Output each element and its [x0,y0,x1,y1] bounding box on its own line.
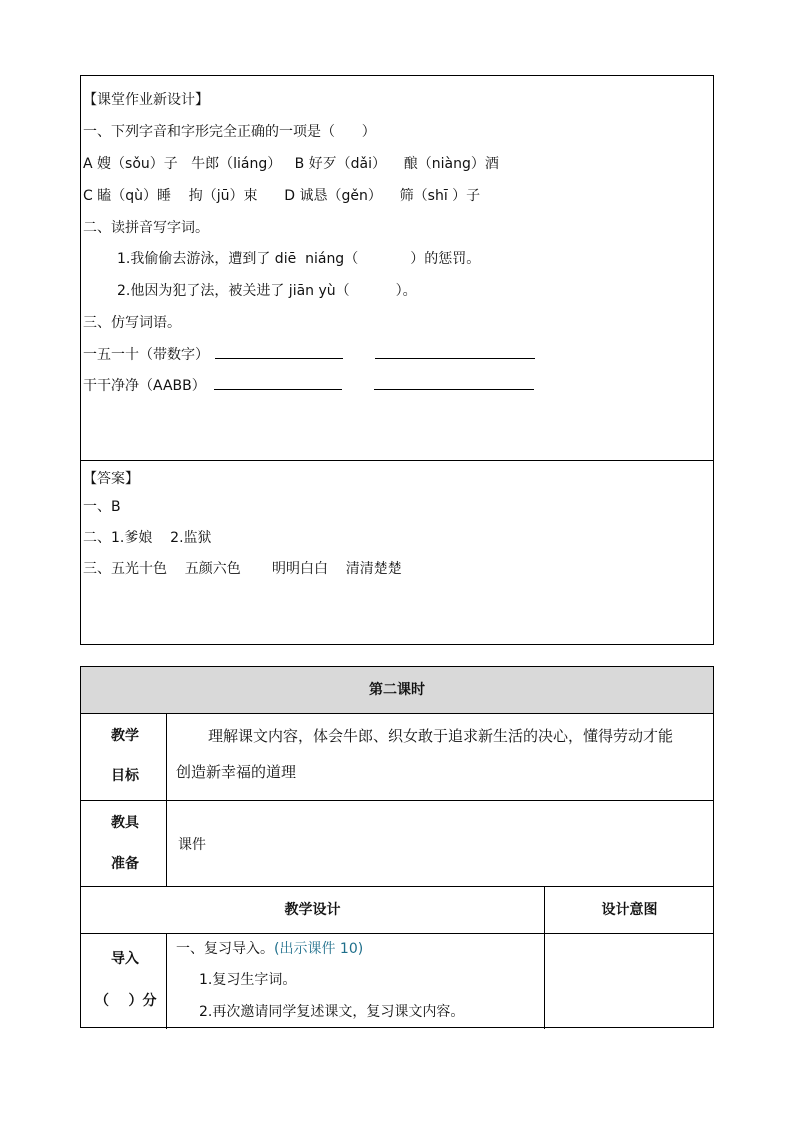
intro-label-1: 导入 [111,951,139,967]
answer-header: 【答案】 [83,471,139,487]
intro-line-1 [176,939,363,959]
intent-header: 设计意图 [601,902,658,918]
design-header: 教学设计 [284,902,341,918]
lesson-title: 第二课时 [369,682,425,698]
q2-item1-post: ）的惩罚。 [410,251,481,267]
answer-blank[interactable] [375,344,535,359]
prep-label-2: 准备 [111,856,139,872]
lesson-table [80,666,714,1028]
intro-line-2: 1.复习生字词。 [199,972,297,988]
prep-label-1: 教具 [111,815,139,831]
answer-2: 二、1.爹娘 2.监狱 [83,530,212,546]
goal-text-1: 理解课文内容，体会牛郎、织女敢于追求新生活的决心，懂得劳动才能 [208,727,674,745]
q2-item2 [117,281,417,301]
answer-1: 一、B [83,499,121,515]
prep-text: 课件 [178,837,206,853]
answer-3: 三、五光十色 五颜六色 明明白白 清清楚楚 [83,561,402,577]
intro-line-1-text: 一、复习导入。 [176,941,274,957]
answer-blank[interactable] [214,375,342,390]
q3-row2-label: 干干净净（AABB） [83,378,206,394]
homework-box [80,75,714,645]
q2-stem: 二、读拼音写字词。 [83,220,209,236]
intro-courseware-note: (出示课件 10) [274,941,364,957]
q2-item1 [117,249,480,269]
q2-item1-pre: 1.我偷偷去游泳，遭到了 diē niáng（ [117,251,359,267]
intro-label-2: （ ）分 [95,993,157,1009]
intro-line-3: 2.再次邀请同学复述课文，复习课文内容。 [199,1004,465,1020]
section-divider [81,460,713,461]
q3-row1 [83,344,535,365]
answer-blank[interactable] [374,375,534,390]
q1-row2: C 瞌（qù）睡 拘（jū）束 D 诚恳（gěn） 筛（shī ）子 [83,188,481,204]
goal-text-2: 创造新幸福的道理 [176,763,297,781]
homework-header: 【课堂作业新设计】 [83,92,209,108]
answer-blank[interactable] [215,344,343,359]
q2-item2-pre: 2.他因为犯了法，被关进了 jiān yù（ [117,283,350,299]
goal-label-2: 目标 [111,768,139,784]
q1-row1: A 嫂（sǒu）子 牛郎（liáng） B 好歹（dǎi） 酿（niàng）酒 [83,156,499,172]
q1-stem: 一、下列字音和字形完全正确的一项是（ ） [83,124,376,140]
q2-item2-post: ）。 [395,283,417,299]
q3-row2 [83,375,534,396]
q3-row1-label: 一五一十（带数字） [83,347,209,363]
q3-stem: 三、仿写词语。 [83,315,181,331]
goal-label-1: 教学 [111,728,139,744]
